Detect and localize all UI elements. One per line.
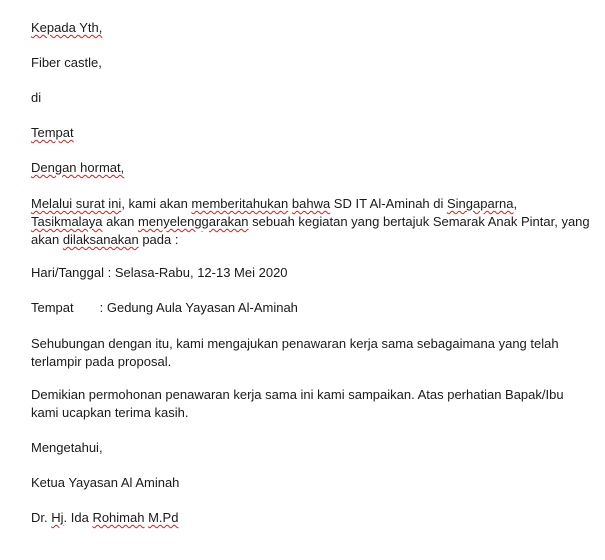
recipient-greeting-text: Kepada Yth,	[31, 20, 103, 35]
body-line-1-part-1: Melalui surat ini	[31, 196, 122, 211]
body-line-2	[31, 214, 590, 230]
paragraph-3-line-1-text: Demikian permohonan penawaran kerja sama ini kami sampaikan. Atas perhatian Bapak/Ibu	[31, 387, 564, 402]
recipient-greeting	[31, 20, 102, 36]
signer-name-part-4: Rohimah	[92, 510, 145, 525]
body-line-1-part-3: memberitahukan	[191, 196, 289, 211]
body-line-2-part-4: sebuah kegiatan yang bertajuk Semarak Anak Pintar, yang	[248, 214, 590, 229]
body-line-3-part-3: pada :	[138, 232, 179, 247]
recipient-name-text: Fiber castle,	[31, 55, 102, 70]
body-line-1-part-7: Singaparna	[447, 196, 514, 211]
paragraph-3-line-2	[31, 405, 189, 421]
body-line-3-part-2: dilaksanakan	[62, 232, 139, 247]
signer-name-part-3: . Ida	[63, 510, 93, 525]
paragraph-2-line-1-text: Sehubungan dengan itu, kami mengajukan penawaran kerja sama sebagaimana yang telah	[31, 336, 559, 351]
closing-text: Mengetahui,	[31, 440, 103, 455]
body-line-3-part-1: akan	[31, 232, 63, 247]
signer-name-part-6: M.Pd	[148, 510, 179, 525]
recipient-di-text: di	[31, 90, 42, 105]
body-line-3	[31, 232, 178, 248]
recipient-place	[31, 125, 74, 141]
body-line-1-part-8: ,	[513, 196, 518, 211]
paragraph-3-line-2-text: kami ucapkan terima kasih.	[31, 405, 189, 420]
body-line-1-part-5: bahwa	[291, 196, 331, 211]
closing	[31, 440, 103, 456]
signer-name	[31, 510, 178, 526]
body-line-1-part-6: SD IT Al-Aminah di	[330, 196, 447, 211]
signer-title	[31, 475, 179, 491]
place-value: : Gedung Aula Yayasan Al-Aminah	[99, 300, 298, 315]
body-line-2-part-2: akan	[102, 214, 138, 229]
body-line-2-part-1: Tasikmalaya	[31, 214, 103, 229]
paragraph-2-line-1	[31, 336, 559, 352]
salutation	[31, 160, 124, 176]
recipient-name	[31, 55, 102, 71]
paragraph-3-line-1	[31, 387, 564, 403]
signer-name-part-1: Dr.	[31, 510, 52, 525]
date-line	[31, 265, 288, 281]
salutation-text: Dengan hormat,	[31, 160, 125, 175]
place-line	[31, 300, 298, 316]
body-line-2-part-3: menyelenggarakan	[137, 214, 249, 229]
recipient-place-text: Tempat	[31, 125, 74, 140]
body-line-1	[31, 196, 517, 212]
paragraph-2-line-2	[31, 354, 171, 370]
recipient-di	[31, 90, 41, 106]
date-line-text: Hari/Tanggal : Selasa-Rabu, 12-13 Mei 2020	[31, 265, 288, 280]
signer-title-text: Ketua Yayasan Al Aminah	[31, 475, 180, 490]
place-label: Tempat	[31, 300, 74, 315]
signer-name-part-2: Hj	[51, 510, 64, 525]
paragraph-2-line-2-text: terlampir pada proposal.	[31, 354, 172, 369]
body-line-1-part-2: , kami akan	[121, 196, 192, 211]
